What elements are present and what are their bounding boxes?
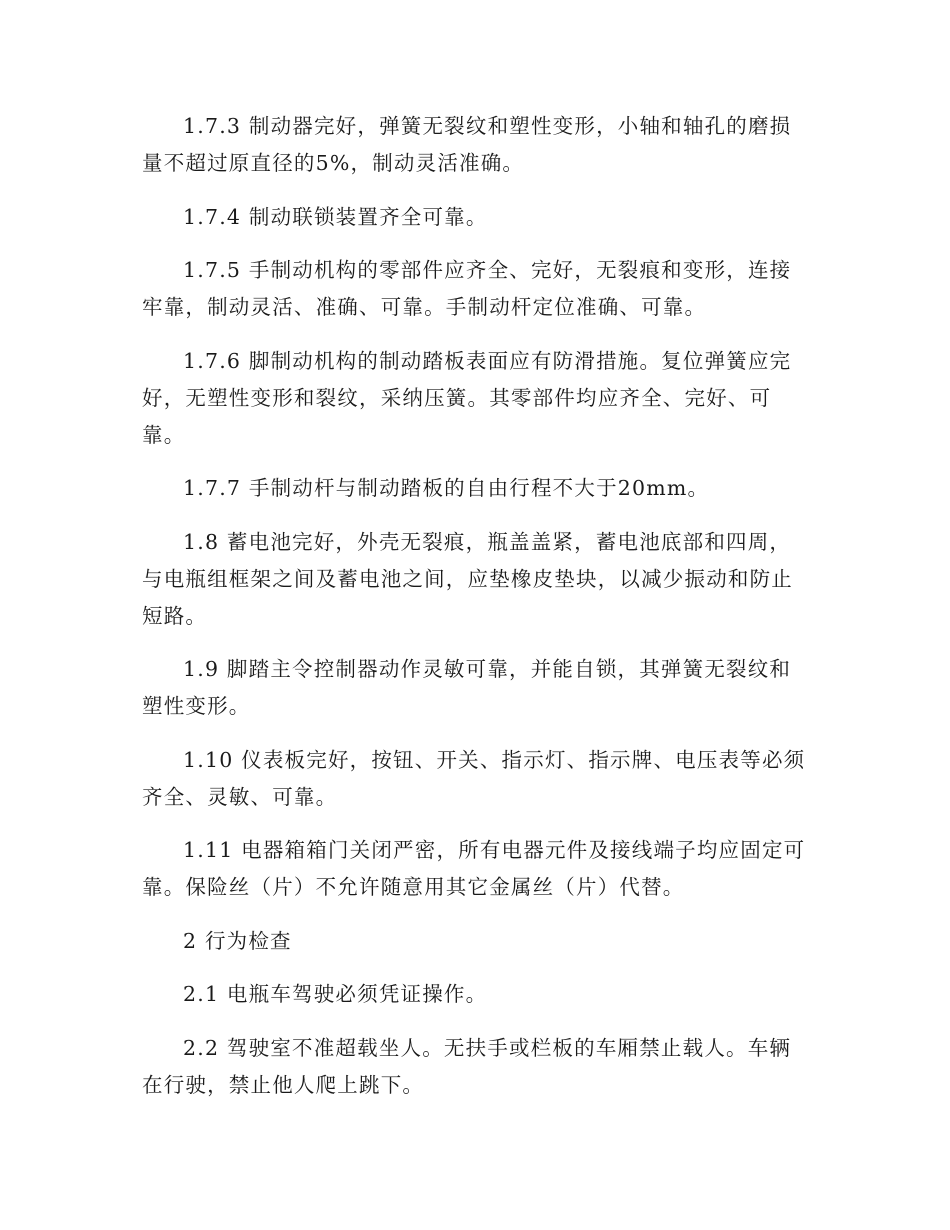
paragraph-2-1: 2.1 电瓶车驾驶必须凭证操作。: [183, 982, 488, 1006]
paragraph-1-7-3: 1.7.3 制动器完好，弹簧无裂纹和塑性变形，小轴和轴孔的磨损量不超过原直径的5%，制动灵活准确。: [142, 114, 792, 175]
paragraph-1-11: 1.11 电器箱箱门关闭严密，所有电器元件及接线端子均应固定可靠。保险丝（片）不允许随意用其它金属丝（片）代替。: [142, 838, 806, 899]
paragraph-1-9: 1.9 脚踏主令控制器动作灵敏可靠，并能自锁，其弹簧无裂纹和塑性变形。: [142, 657, 792, 718]
paragraph-1-7-6: 1.7.6 脚制动机构的制动踏板表面应有防滑措施。复位弹簧应完好，无塑性变形和裂纹，采纳压簧。其零部件均应齐全、完好、可靠。: [142, 348, 792, 447]
paragraph-1-10: 1.10 仪表板完好，按钮、开关、指示灯、指示牌、电压表等必须齐全、灵敏、可靠。: [142, 747, 806, 809]
paragraph-1-7-7: 1.7.7 手制动杆与制动踏板的自由行程不大于20mm。: [183, 476, 710, 500]
paragraph-1-7-5: 1.7.5 手制动机构的零部件应齐全、完好，无裂痕和变形，连接牢靠，制动灵活、准确、可靠。手制动杆定位准确、可靠。: [142, 258, 792, 319]
document-body: [142, 108, 810, 1120]
section-heading-2: 2 行为检查: [183, 928, 292, 953]
paragraph-1-7-4: 1.7.4 制动联锁装置齐全可靠。: [183, 204, 488, 229]
paragraph-2-2: 2.2 驾驶室不准超载坐人。无扶手或栏板的车厢禁止载人。车辆在行驶，禁止他人爬上跳下。: [142, 1035, 792, 1097]
paragraph-1-8: 1.8 蓄电池完好，外壳无裂痕，瓶盖盖紧，蓄电池底部和四周，与电瓶组框架之间及蓄电池之间，应垫橡皮垫块，以减少振动和防止短路。: [142, 529, 793, 628]
